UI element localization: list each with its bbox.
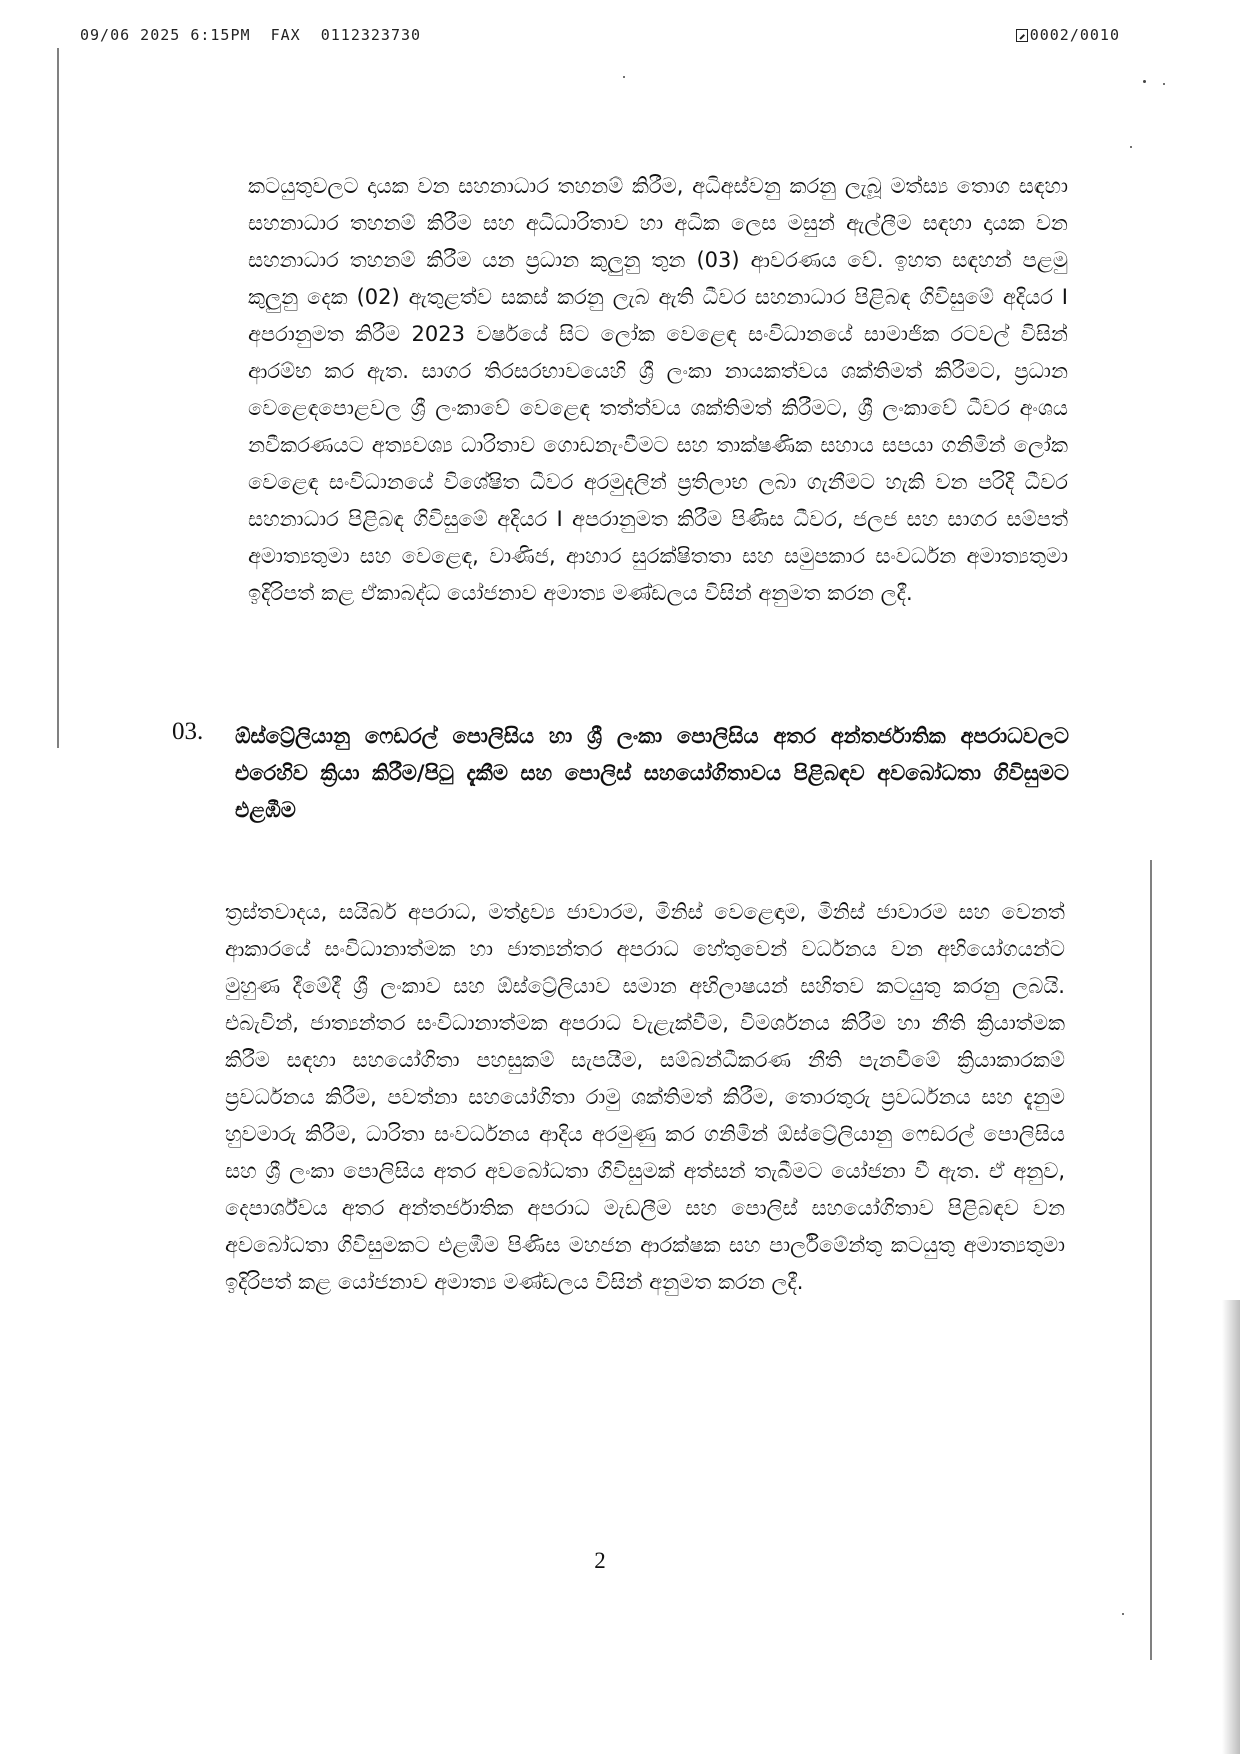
scan-speck xyxy=(623,76,625,78)
scan-artifact-edge-shadow xyxy=(1222,1300,1240,1754)
fax-page-counter xyxy=(1016,26,1120,44)
page-number: 2 xyxy=(594,1548,606,1573)
paragraph-continued: කටයුතුවලට දායක වන සහනාධාර තහනම් කිරීම, අධිඅස්වනු කරනු ලැබූ මත්ස්‍ය තොග සඳහා සහනාධාර තහනම් කිරීම සහ අධිධාරිතාව හා අධික ලෙස මසුන් ඇල්ලීම සඳහා දායක වන සහනාධාර තහනම් කිරීම යන ප්‍රධාන කුලුනු තුන (03) ආවරණය වේ. ඉහත සඳහන් පළමු කුලුනු දෙක (02) ඇතුළත්ව සකස් කරනු ලැබ ඇති ධීවර සහනාධාර පිළිබඳ ගිවිසුමේ අදියර I අපරානුමත කිරීම 2023 වර්ෂයේ සිට ලෝක වෙළෙඳ සංවිධානයේ සාමාජික රටවල් විසින් ආරම්භ කර ඇත. සාගර තිරසරභාවයෙහි ශ්‍රී ලංකා නායකත්වය ශක්තිමත් කිරීමට, ප්‍රධාන වෙළෙඳපොළවල ශ්‍රී ලංකාවේ වෙළෙඳ තත්ත්වය ශක්තිමත් කිරීමට, ශ්‍රී ලංකාවේ ධීවර අංශය නවීකරණයට අත්‍යවශ්‍ය ධාරිතාව ගොඩනැංවීමට සහ තාක්ෂණික සහාය සපයා ගනිමින් ලෝක වෙළෙඳ සංවිධානයේ විශේෂිත ධීවර අරමුදලින් ප්‍රතිලාභ ලබා ගැනීමට හැකි වන පරිදි ධීවර සහනාධාර පිළිබඳ ගිවිසුමේ අදියර I අපරානුමත කිරීම පිණිස ධීවර, ජලජ සහ සාගර සම්පත් අමාත්‍යතුමා සහ වෙළෙඳ, වාණිජ, ආහාර සුරක්ෂිතතා සහ සමුපකාර සංවර්ධන අමාත්‍යතුමා ඉදිරිපත් කළ ඒකාබද්ධ යෝජනාව අමාත්‍ය මණ්ඩලය විසින් අනුමත කරන ලදී. xyxy=(248,174,1068,605)
scan-artifact-line-right xyxy=(1150,860,1152,1660)
fax-transmission-info: 09/06 2025 6:15PM FAX 0112323730 xyxy=(80,26,422,44)
fax-page-counter-text: 0002/0010 xyxy=(1029,26,1120,44)
fax-page-icon xyxy=(1016,29,1028,42)
item-number: 03. xyxy=(172,718,204,745)
scan-speck xyxy=(1122,1613,1124,1615)
scan-artifact-line-left xyxy=(57,48,59,748)
item-body-paragraph: ත්‍රස්තවාදය, සයිබර් අපරාධ, මත්ද්‍රව්‍ය ජාවාරම, මිනිස් වෙළෙඳාම, මිනිස් ජාවාරම සහ වෙනත් ආකාරයේ සංවිධානාත්මක හා ජාත්‍යන්තර අපරාධ හේතුවෙන් වර්ධනය වන අභියෝගයන්ට මුහුණ දීමේදී ශ්‍රී ලංකාව සහ ඕස්ට්‍රේලියාව සමාන අභිලාෂයන් සහිතව කටයුතු කරනු ලබයි. එබැවින්, ජාත්‍යන්තර සංවිධානාත්මක අපරාධ වැළැක්වීම, විමර්ශනය කිරීම හා නීති ක්‍රියාත්මක කිරීම සඳහා සහයෝගිතා පහසුකම් සැපයීම, සම්බන්ධීකරණ නීති පැනවීමේ ක්‍රියාකාරකම් ප්‍රවර්ධනය කිරීම, පවත්නා සහයෝගිතා රාමු ශක්තිමත් කිරීම, තොරතුරු ප්‍රවර්ධනය සහ දැනුම හුවමාරු කිරීම, ධාරිතා සංවර්ධනය ආදිය අරමුණු කර ගනිමින් ඕස්ට්‍රේලියානු ෆෙඩරල් පොලිසිය සහ ශ්‍රී ලංකා පොලිසිය අතර අවබෝධතා ගිවිසුමක් අත්සන් තැබීමට යෝජනා වී ඇත. ඒ අනුව, දෙපාර්ශ්වය අතර අන්තර්ජාතික අපරාධ මැඩලීම සහ පොලිස් සහයෝගිතාව පිළිබඳව වන අවබෝධතා ගිවිසුමකට එළඹීම පිණිස මහජන ආරක්ෂක සහ පාර්ලිමේන්තු කටයුතු අමාත්‍යතුමා ඉදිරිපත් කළ යෝජනාව අමාත්‍ය මණ්ඩලය විසින් අනුමත කරන ලදී. xyxy=(225,900,1065,1294)
scan-speck xyxy=(1143,80,1146,83)
item-title: ඕස්ට්‍රේලියානු ෆෙඩරල් පොලිසිය හා ශ්‍රී ලංකා පොලිසිය අතර අන්තර්ජාතික අපරාධවලට එරෙහිව ක්‍රියා කිරීම/පිටු දැකීම සහ පොලිස් සහයෝගිතාවය පිළිබඳව අවබෝධතා ගිවිසුමට එළඹීම xyxy=(235,724,1069,822)
scan-speck xyxy=(1130,146,1132,148)
scan-speck xyxy=(1163,83,1165,85)
fax-header xyxy=(80,26,1120,46)
